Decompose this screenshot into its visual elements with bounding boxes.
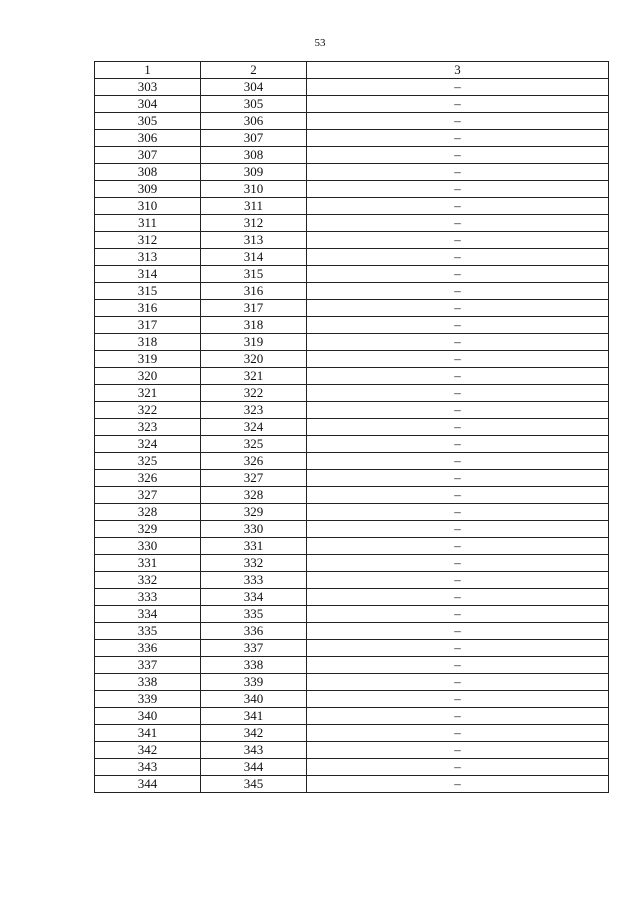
table-cell-col-1: 343	[95, 759, 201, 776]
table-cell-col-1: 333	[95, 589, 201, 606]
table-cell-col-1: 306	[95, 130, 201, 147]
table-cell-col-2: 322	[201, 385, 307, 402]
table-cell-col-2: 343	[201, 742, 307, 759]
table-cell-col-3: –	[307, 147, 609, 164]
table-cell-col-3: –	[307, 742, 609, 759]
table-cell-col-3: –	[307, 283, 609, 300]
table-cell-col-2: 319	[201, 334, 307, 351]
table-cell-col-2: 313	[201, 232, 307, 249]
table-row	[95, 572, 609, 589]
table-cell-col-1: 337	[95, 657, 201, 674]
table-cell-col-1: 336	[95, 640, 201, 657]
table-cell-col-2: 316	[201, 283, 307, 300]
table-cell-col-3: –	[307, 164, 609, 181]
table-cell-col-2: 324	[201, 419, 307, 436]
table-cell-col-3: –	[307, 589, 609, 606]
table-cell-col-3: –	[307, 215, 609, 232]
table-cell-col-1: 341	[95, 725, 201, 742]
table-cell-col-3: –	[307, 759, 609, 776]
table-cell-col-3: –	[307, 776, 609, 793]
table-row	[95, 674, 609, 691]
table-row	[95, 759, 609, 776]
table-cell-col-3: –	[307, 606, 609, 623]
table-row	[95, 470, 609, 487]
table-row	[95, 640, 609, 657]
table-row	[95, 521, 609, 538]
table-row	[95, 334, 609, 351]
table-cell-col-2: 331	[201, 538, 307, 555]
table-row	[95, 708, 609, 725]
table-cell-col-2: 329	[201, 504, 307, 521]
table-cell-col-2: 304	[201, 79, 307, 96]
table-row	[95, 725, 609, 742]
table-cell-col-2: 307	[201, 130, 307, 147]
table-row	[95, 283, 609, 300]
table-cell-col-3: –	[307, 79, 609, 96]
table-cell-col-3: –	[307, 555, 609, 572]
table-cell-col-2: 342	[201, 725, 307, 742]
table-cell-col-3: –	[307, 300, 609, 317]
table-row	[95, 538, 609, 555]
table-cell-col-2: 339	[201, 674, 307, 691]
table-row	[95, 589, 609, 606]
table-cell-col-3: –	[307, 487, 609, 504]
table-cell-col-1: 324	[95, 436, 201, 453]
table-cell-col-1: 338	[95, 674, 201, 691]
table-header	[95, 62, 609, 79]
table-cell-col-2: 338	[201, 657, 307, 674]
table-cell-col-2: 312	[201, 215, 307, 232]
table-cell-col-3: –	[307, 351, 609, 368]
table-row	[95, 351, 609, 368]
table-cell-col-1: 307	[95, 147, 201, 164]
table-row	[95, 555, 609, 572]
table-row	[95, 249, 609, 266]
table-cell-col-2: 326	[201, 453, 307, 470]
column-header-1: 1	[95, 62, 201, 79]
table-cell-col-2: 332	[201, 555, 307, 572]
table-cell-col-2: 337	[201, 640, 307, 657]
table-row	[95, 300, 609, 317]
table-cell-col-1: 330	[95, 538, 201, 555]
table-cell-col-2: 327	[201, 470, 307, 487]
table-row	[95, 691, 609, 708]
table-cell-col-3: –	[307, 708, 609, 725]
table-cell-col-3: –	[307, 96, 609, 113]
table-cell-col-1: 342	[95, 742, 201, 759]
table-row	[95, 198, 609, 215]
page-number: 53	[314, 37, 326, 49]
column-header-2: 2	[201, 62, 307, 79]
table-cell-col-3: –	[307, 674, 609, 691]
table-cell-col-2: 318	[201, 317, 307, 334]
table-row	[95, 453, 609, 470]
table-row	[95, 130, 609, 147]
table-cell-col-3: –	[307, 538, 609, 555]
table-row	[95, 742, 609, 759]
table-row	[95, 215, 609, 232]
table-cell-col-1: 329	[95, 521, 201, 538]
table-cell-col-1: 344	[95, 776, 201, 793]
table-cell-col-2: 314	[201, 249, 307, 266]
table-cell-col-1: 340	[95, 708, 201, 725]
table-body	[95, 79, 609, 793]
data-table	[94, 61, 609, 793]
table-cell-col-3: –	[307, 334, 609, 351]
table-row	[95, 504, 609, 521]
table-cell-col-2: 309	[201, 164, 307, 181]
table-row	[95, 419, 609, 436]
table-cell-col-3: –	[307, 657, 609, 674]
table-row	[95, 147, 609, 164]
table-cell-col-2: 308	[201, 147, 307, 164]
table-cell-col-3: –	[307, 181, 609, 198]
table-cell-col-3: –	[307, 249, 609, 266]
table-cell-col-2: 328	[201, 487, 307, 504]
header-row	[95, 62, 609, 79]
table-cell-col-2: 345	[201, 776, 307, 793]
table-cell-col-3: –	[307, 266, 609, 283]
table-cell-col-2: 317	[201, 300, 307, 317]
table-cell-col-3: –	[307, 113, 609, 130]
table-cell-col-3: –	[307, 402, 609, 419]
table-cell-col-1: 320	[95, 368, 201, 385]
table-cell-col-3: –	[307, 470, 609, 487]
table-cell-col-3: –	[307, 436, 609, 453]
table-cell-col-1: 322	[95, 402, 201, 419]
table-row	[95, 385, 609, 402]
table-cell-col-1: 310	[95, 198, 201, 215]
table-cell-col-1: 303	[95, 79, 201, 96]
table-cell-col-3: –	[307, 198, 609, 215]
table-cell-col-2: 305	[201, 96, 307, 113]
table-cell-col-2: 323	[201, 402, 307, 419]
column-header-3: 3	[307, 62, 609, 79]
table-cell-col-1: 334	[95, 606, 201, 623]
table-cell-col-2: 341	[201, 708, 307, 725]
table-row	[95, 402, 609, 419]
table-cell-col-1: 316	[95, 300, 201, 317]
table-cell-col-2: 335	[201, 606, 307, 623]
table-cell-col-2: 336	[201, 623, 307, 640]
table-cell-col-2: 320	[201, 351, 307, 368]
table-cell-col-1: 309	[95, 181, 201, 198]
table-cell-col-2: 310	[201, 181, 307, 198]
table-cell-col-3: –	[307, 130, 609, 147]
table-cell-col-1: 317	[95, 317, 201, 334]
table-cell-col-3: –	[307, 725, 609, 742]
table-cell-col-1: 312	[95, 232, 201, 249]
table-cell-col-1: 339	[95, 691, 201, 708]
table-cell-col-3: –	[307, 572, 609, 589]
table-cell-col-1: 314	[95, 266, 201, 283]
table-cell-col-3: –	[307, 640, 609, 657]
table-cell-col-2: 330	[201, 521, 307, 538]
table-cell-col-2: 321	[201, 368, 307, 385]
table-cell-col-2: 333	[201, 572, 307, 589]
table-cell-col-1: 311	[95, 215, 201, 232]
table-cell-col-2: 306	[201, 113, 307, 130]
table-cell-col-1: 326	[95, 470, 201, 487]
table-cell-col-2: 325	[201, 436, 307, 453]
table-row	[95, 96, 609, 113]
table-cell-col-1: 325	[95, 453, 201, 470]
table-cell-col-3: –	[307, 521, 609, 538]
table-row	[95, 657, 609, 674]
table-cell-col-1: 313	[95, 249, 201, 266]
table-row	[95, 266, 609, 283]
table-row	[95, 606, 609, 623]
table-cell-col-3: –	[307, 317, 609, 334]
table-cell-col-3: –	[307, 385, 609, 402]
table-cell-col-1: 327	[95, 487, 201, 504]
table-row	[95, 436, 609, 453]
table-cell-col-1: 319	[95, 351, 201, 368]
table-row	[95, 164, 609, 181]
table-row	[95, 181, 609, 198]
table-cell-col-3: –	[307, 504, 609, 521]
table-cell-col-3: –	[307, 691, 609, 708]
table-cell-col-3: –	[307, 368, 609, 385]
table-row	[95, 113, 609, 130]
table-cell-col-1: 335	[95, 623, 201, 640]
table-row	[95, 623, 609, 640]
table-cell-col-2: 340	[201, 691, 307, 708]
table-cell-col-3: –	[307, 623, 609, 640]
table-row	[95, 317, 609, 334]
table-cell-col-1: 321	[95, 385, 201, 402]
table-cell-col-1: 304	[95, 96, 201, 113]
table-cell-col-1: 308	[95, 164, 201, 181]
table-cell-col-1: 323	[95, 419, 201, 436]
table-cell-col-1: 331	[95, 555, 201, 572]
table-cell-col-3: –	[307, 453, 609, 470]
table-row	[95, 232, 609, 249]
table-cell-col-2: 311	[201, 198, 307, 215]
table-cell-col-1: 305	[95, 113, 201, 130]
table-cell-col-1: 315	[95, 283, 201, 300]
table-row	[95, 487, 609, 504]
table-cell-col-2: 315	[201, 266, 307, 283]
table-row	[95, 776, 609, 793]
table-cell-col-1: 332	[95, 572, 201, 589]
table-cell-col-3: –	[307, 419, 609, 436]
table-cell-col-1: 318	[95, 334, 201, 351]
table-cell-col-1: 328	[95, 504, 201, 521]
table-cell-col-2: 344	[201, 759, 307, 776]
table-cell-col-3: –	[307, 232, 609, 249]
table-row	[95, 79, 609, 96]
table-row	[95, 368, 609, 385]
table-cell-col-2: 334	[201, 589, 307, 606]
